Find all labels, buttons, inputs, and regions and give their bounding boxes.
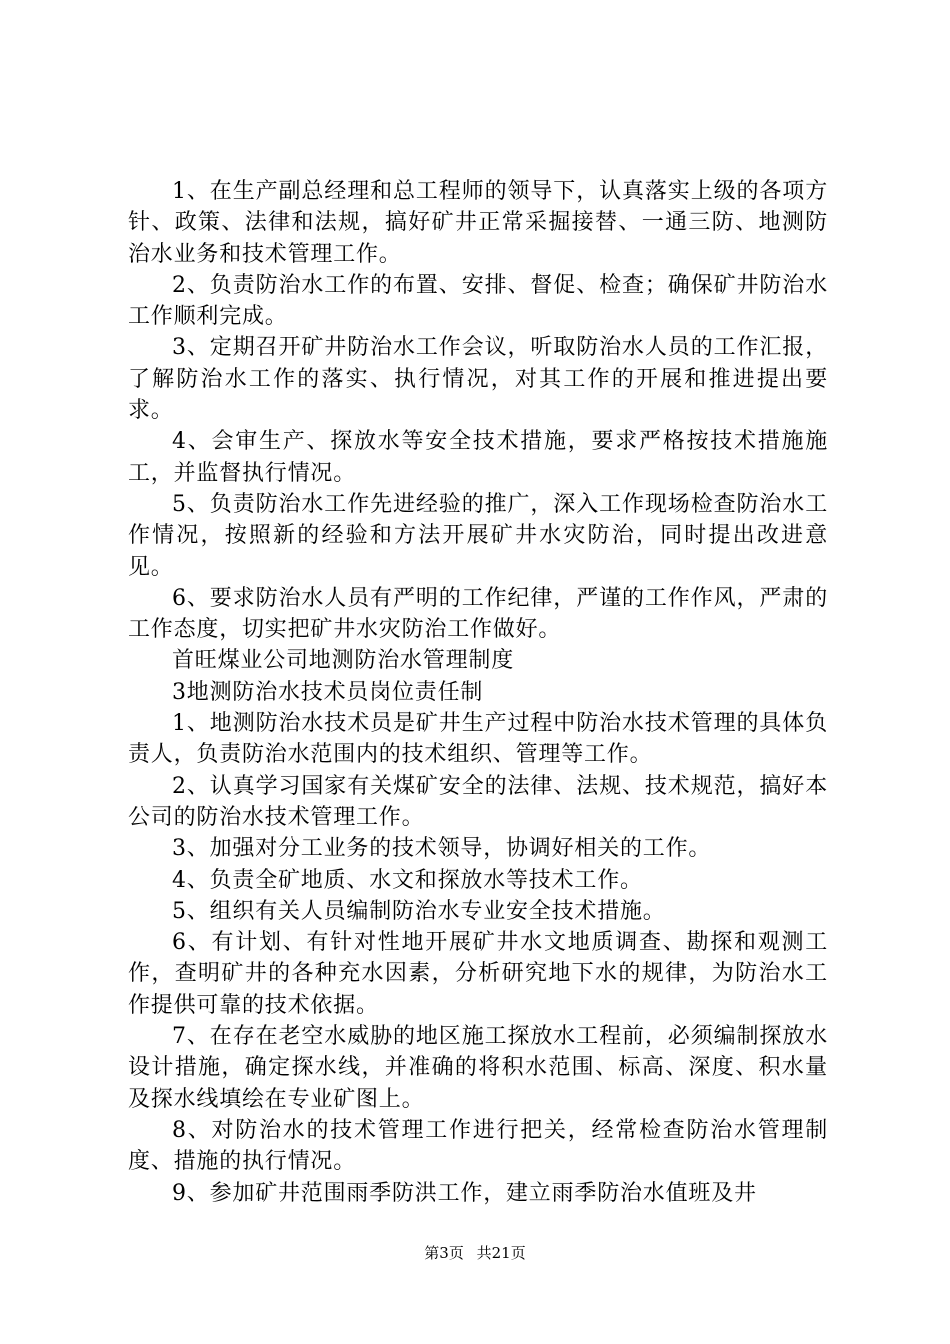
section-title: 首旺煤业公司地测防治水管理制度	[172, 648, 515, 674]
paragraph-4: 4、会审生产、探放水等安全技术措施，要求严格按技术措施施工，并监督执行情况。	[128, 429, 828, 486]
paragraph-8: 2、认真学习国家有关煤矿安全的法律、法规、技术规范，搞好本公司的防治水技术管理工作。	[128, 773, 828, 830]
paragraph-14: 8、对防治水的技术管理工作进行把关，经常检查防治水管理制度、措施的执行情况。	[128, 1117, 828, 1175]
paragraph-11: 5、组织有关人员编制防治水专业安全技术措施。	[172, 898, 666, 924]
paragraph-10: 4、负责全矿地质、水文和探放水等技术工作。	[172, 867, 643, 893]
section-subtitle: 3地测防治水技术员岗位责任制	[172, 679, 484, 705]
paragraph-5: 5、负责防治水工作先进经验的推广，深入工作现场检查防治水工作情况，按照新的经验和方法开展矿井水灾防治，同时提出改进意见。	[128, 491, 828, 580]
paragraph-15: 9、参加矿井范围雨季防洪工作，建立雨季防治水值班及井	[172, 1180, 757, 1206]
paragraph-6: 6、要求防治水人员有严明的工作纪律，严谨的工作作风，严肃的工作态度，切实把矿井水灾防治工作做好。	[128, 585, 828, 643]
paragraph-12: 6、有计划、有针对性地开展矿井水文地质调查、勘探和观测工作，查明矿井的各种充水因素，分析研究地下水的规律，为防治水工作提供可靠的技术依据。	[128, 930, 828, 1018]
paragraph-1: 1、在生产副总经理和总工程师的领导下，认真落实上级的各项方针、政策、法律和法规，搞好矿井正常采掘接替、一通三防、地测防治水业务和技术管理工作。	[128, 179, 828, 267]
page-number: 第3页	[424, 1244, 464, 1262]
paragraph-2: 2、负责防治水工作的布置、安排、督促、检查；确保矿井防治水工作顺利完成。	[128, 272, 828, 330]
paragraph-9: 3、加强对分工业务的技术领导，协调好相关的工作。	[172, 836, 712, 862]
page-total: 共21页	[476, 1244, 526, 1262]
document-body	[128, 176, 828, 1209]
paragraph-13: 7、在存在老空水威胁的地区施工探放水工程前，必须编制探放水设计措施，确定探水线，并准确的将积水范围、标高、深度、积水量及探水线填绘在专业矿图上。	[128, 1024, 828, 1112]
paragraph-7: 1、地测防治水技术员是矿井生产过程中防治水技术管理的具体负责人，负责防治水范围内的技术组织、管理等工作。	[128, 711, 828, 768]
paragraph-3: 3、定期召开矿井防治水工作会议，听取防治水人员的工作汇报，了解防治水工作的落实、执行情况，对其工作的开展和推进提出要求。	[128, 335, 828, 424]
page-footer	[0, 1243, 950, 1263]
